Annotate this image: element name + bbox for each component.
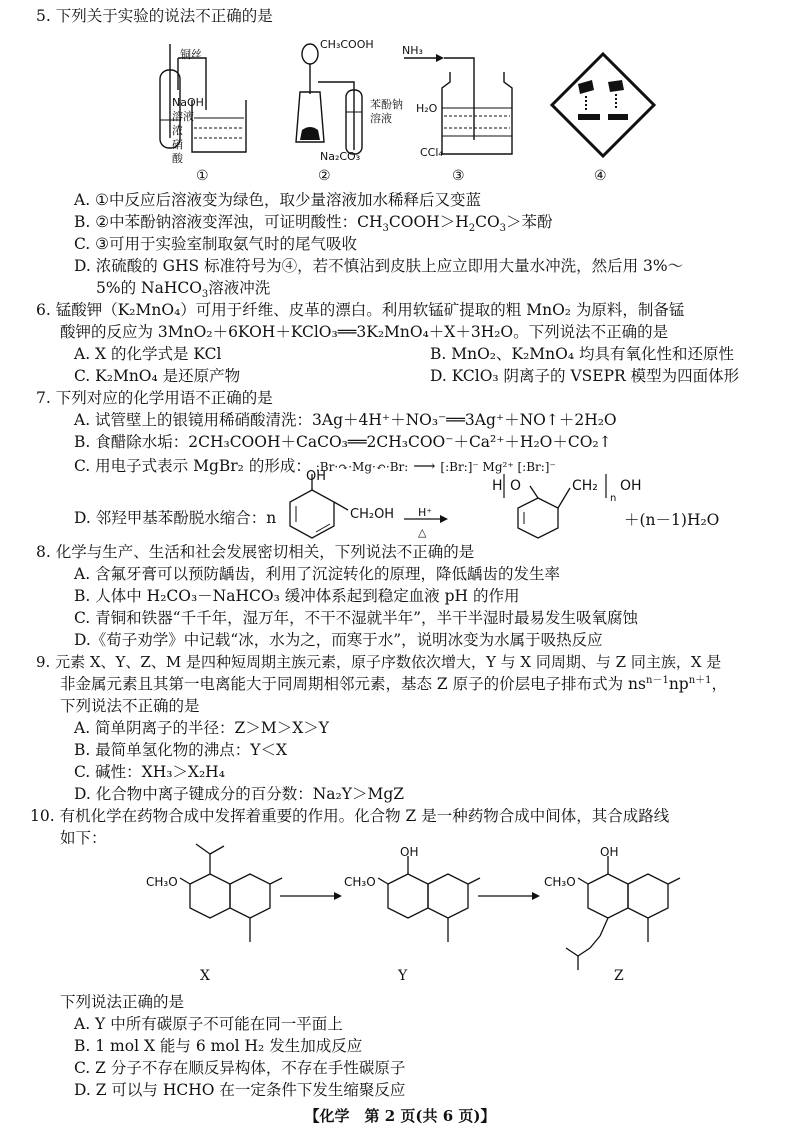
q7-d-prod-h: H bbox=[492, 478, 503, 494]
q8-option-c: C. 青铜和铁器“千千年，湿万年，不干不湿就半年”，半干半湿时最易发生吸氧腐蚀 bbox=[74, 609, 639, 627]
fig3-caption: ③ bbox=[452, 168, 465, 184]
fig3-water-label: H₂O bbox=[416, 102, 438, 115]
q8-option-d: D.《荀子劝学》中记载“冰，水为之，而寒于水”，说明冰变为水属于吸热反应 bbox=[74, 631, 603, 649]
fig1-acid-label-2: 硝 bbox=[172, 138, 183, 151]
fig1-copper-label: 铜丝 bbox=[180, 48, 202, 61]
fig2-phenol-label-2: 溶液 bbox=[370, 112, 392, 125]
reaction-arrow-icon bbox=[478, 890, 542, 902]
q7-d-oh: OH bbox=[306, 469, 327, 484]
reaction-arrow-icon: ⟶ bbox=[413, 457, 436, 475]
compound-z-structure bbox=[548, 838, 698, 978]
q9-option-b: B. 最简单氢化物的沸点：Y＜X bbox=[74, 741, 288, 759]
q7-option-b: B. 食醋除水垢：2CH₃COOH＋CaCO₃══2CH₃COO⁻＋Ca²⁺＋H₂O＋CO₂↑ bbox=[74, 433, 612, 451]
q7-option-c: C. 用电子式表示 MgBr₂ 的形成： :Br·↷·Mg·↶·Br: ⟶ [:Br:]⁻ Mg²⁺ [:Br:]⁻ bbox=[74, 457, 556, 475]
q5-option-a: A. ①中反应后溶液变为绿色，取少量溶液加水稀释后又变蓝 bbox=[74, 191, 481, 209]
q7-d-prod-oh: OH bbox=[620, 478, 642, 494]
q7-d-ch2oh: CH₂OH bbox=[350, 507, 395, 522]
q9-option-d: D. 化合物中离子键成分的百分数：Na₂Y＞MgZ bbox=[74, 785, 405, 803]
fig1-acid-label-1: 浓 bbox=[172, 124, 183, 137]
q9-stem-line-3: 下列说法不正确的是 bbox=[60, 697, 200, 715]
fig3-ccl4-label: CCl₄ bbox=[420, 146, 443, 159]
q9-stem-line-1: 9. 元素 X、Y、Z、M 是四种短周期主族元素，原子序数依次增大，Y 与 X 同周期、与 Z 同主族，X 是 bbox=[36, 653, 722, 671]
fig1-caption: ① bbox=[196, 168, 209, 184]
figure-1-copper-acid bbox=[150, 40, 260, 160]
q7-option-d: D. 邻羟甲基苯酚脱水缩合：n bbox=[74, 509, 277, 527]
q7-d-prod-o: O bbox=[510, 478, 522, 494]
fig1-acid-label-3: 酸 bbox=[172, 152, 183, 165]
compound-y-label: Y bbox=[398, 968, 408, 984]
q8-option-b: B. 人体中 H₂CO₃－NaHCO₃ 缓冲体系起到稳定血液 pH 的作用 bbox=[74, 587, 520, 605]
reaction-arrow-icon bbox=[280, 890, 344, 902]
z-och3-label: CH₃O bbox=[544, 875, 576, 889]
q8-stem: 8. 化学与生产、生活和社会发展密切相关，下列说法不正确的是 bbox=[36, 543, 475, 561]
q6-stem-line-1: 6. 锰酸钾（K₂MnO₄）可用于纤维、皮革的漂白。利用软锰矿提取的粗 MnO₂ 为原料，制备锰 bbox=[36, 301, 685, 319]
q7-d-water: ＋(n－1)H₂O bbox=[624, 511, 720, 529]
q7-stem: 7. 下列对应的化学用语不正确的是 bbox=[36, 389, 273, 407]
q10-option-c: C. Z 分子不存在顺反异构体，不存在手性碳原子 bbox=[74, 1059, 406, 1077]
q7-c-products: [:Br:]⁻ Mg²⁺ [:Br:]⁻ bbox=[440, 460, 556, 474]
q7-d-prod-n: n bbox=[610, 493, 617, 504]
q6-option-d: D. KClO₃ 阴离子的 VSEPR 模型为四面体形 bbox=[430, 367, 740, 385]
compound-z-label: Z bbox=[614, 968, 624, 984]
q10-option-a: A. Y 中所有碳原子不可能在同一平面上 bbox=[74, 1015, 343, 1033]
q7-c-reactants: :Br·↷·Mg·↶·Br: bbox=[315, 460, 409, 474]
q7-d-prod-ch2: CH₂ bbox=[572, 478, 598, 494]
q10-stem-line-1: 10. 有机化学在药物合成中发挥着重要的作用。化合物 Z 是一种药物合成中间体，其合成路线 bbox=[30, 807, 670, 825]
x-och3-label: CH₃O bbox=[146, 875, 178, 889]
q5-option-d-line-2: 5%的 NaHCO$_3$溶液冲洗 bbox=[96, 279, 271, 301]
q6-stem-line-2: 酸钾的反应为 3MnO₂＋6KOH＋KClO₃══3K₂MnO₄＋X＋3H₂O。下列说法不正确的是 bbox=[60, 323, 669, 341]
fig1-naoh-label: NaOH bbox=[172, 96, 204, 109]
q7-option-a: A. 试管壁上的银镜用稀硝酸清洗：3Ag＋4H⁺＋NO₃⁻══3Ag⁺＋NO↑＋2H₂O bbox=[74, 411, 617, 429]
q6-option-c: C. K₂MnO₄ 是还原产物 bbox=[74, 367, 241, 385]
fig1-naoh-label-2: 溶液 bbox=[172, 110, 194, 123]
fig2-phenol-label: 苯酚钠 bbox=[370, 98, 403, 111]
fig2-acetic-label: CH₃COOH bbox=[320, 38, 374, 51]
y-oh-label: OH bbox=[400, 845, 419, 859]
q7-d-catalyst: H⁺ bbox=[418, 506, 433, 519]
q5-stem: 5. 下列关于实验的说法不正确的是 bbox=[36, 7, 273, 25]
y-och3-label: CH₃O bbox=[344, 875, 376, 889]
q10-option-b: B. 1 mol X 能与 6 mol H₂ 发生加成反应 bbox=[74, 1037, 363, 1055]
q7-d-heat: △ bbox=[418, 526, 427, 539]
fig3-nh3-label: NH₃ bbox=[402, 44, 423, 57]
compound-x-structure bbox=[150, 838, 290, 968]
ghs-corrosive-icon bbox=[548, 50, 658, 160]
polymer-structure bbox=[498, 472, 618, 542]
q9-stem-line-2: 非金属元素且其第一电离能大于同周期相邻元素，基态 Z 原子的价层电子排布式为 $ns^{n-1}np^{n+1}$， bbox=[60, 674, 728, 693]
fig2-carbonate-label: Na₂CO₃ bbox=[320, 150, 361, 163]
q9-option-a: A. 简单阴离子的半径：Z＞M＞X＞Y bbox=[74, 719, 329, 737]
q6-option-b: B. MnO₂、K₂MnO₄ 均具有氧化性和还原性 bbox=[430, 345, 735, 363]
q5-option-c: C. ③可用于实验室制取氨气时的尾气吸收 bbox=[74, 235, 358, 253]
page-footer: 【化学 第 2 页(共 6 页)】 bbox=[304, 1107, 496, 1125]
q5-option-d-line-1: D. 浓硫酸的 GHS 标准符号为④，若不慎沾到皮肤上应立即用大量水冲洗，然后用 3%～ bbox=[74, 257, 684, 275]
z-oh-label: OH bbox=[600, 845, 619, 859]
q10-stem-line-2: 如下： bbox=[60, 829, 107, 847]
fig2-caption: ② bbox=[318, 168, 331, 184]
q5-option-b: B. ②中苯酚钠溶液变浑浊，可证明酸性：$CH_3COOH>H_2CO_3>$苯酚 bbox=[74, 213, 553, 235]
q9-option-c: C. 碱性：XH₃＞X₂H₄ bbox=[74, 763, 225, 781]
q10-option-d: D. Z 可以与 HCHO 在一定条件下发生缩聚反应 bbox=[74, 1081, 406, 1099]
q8-option-a: A. 含氟牙膏可以预防龋齿，利用了沉淀转化的原理，降低龋齿的发生率 bbox=[74, 565, 561, 583]
fig4-caption: ④ bbox=[594, 168, 607, 184]
q6-option-a: A. X 的化学式是 KCl bbox=[74, 345, 222, 363]
compound-x-label: X bbox=[200, 968, 210, 984]
q10-stem-line-3: 下列说法正确的是 bbox=[60, 993, 185, 1011]
